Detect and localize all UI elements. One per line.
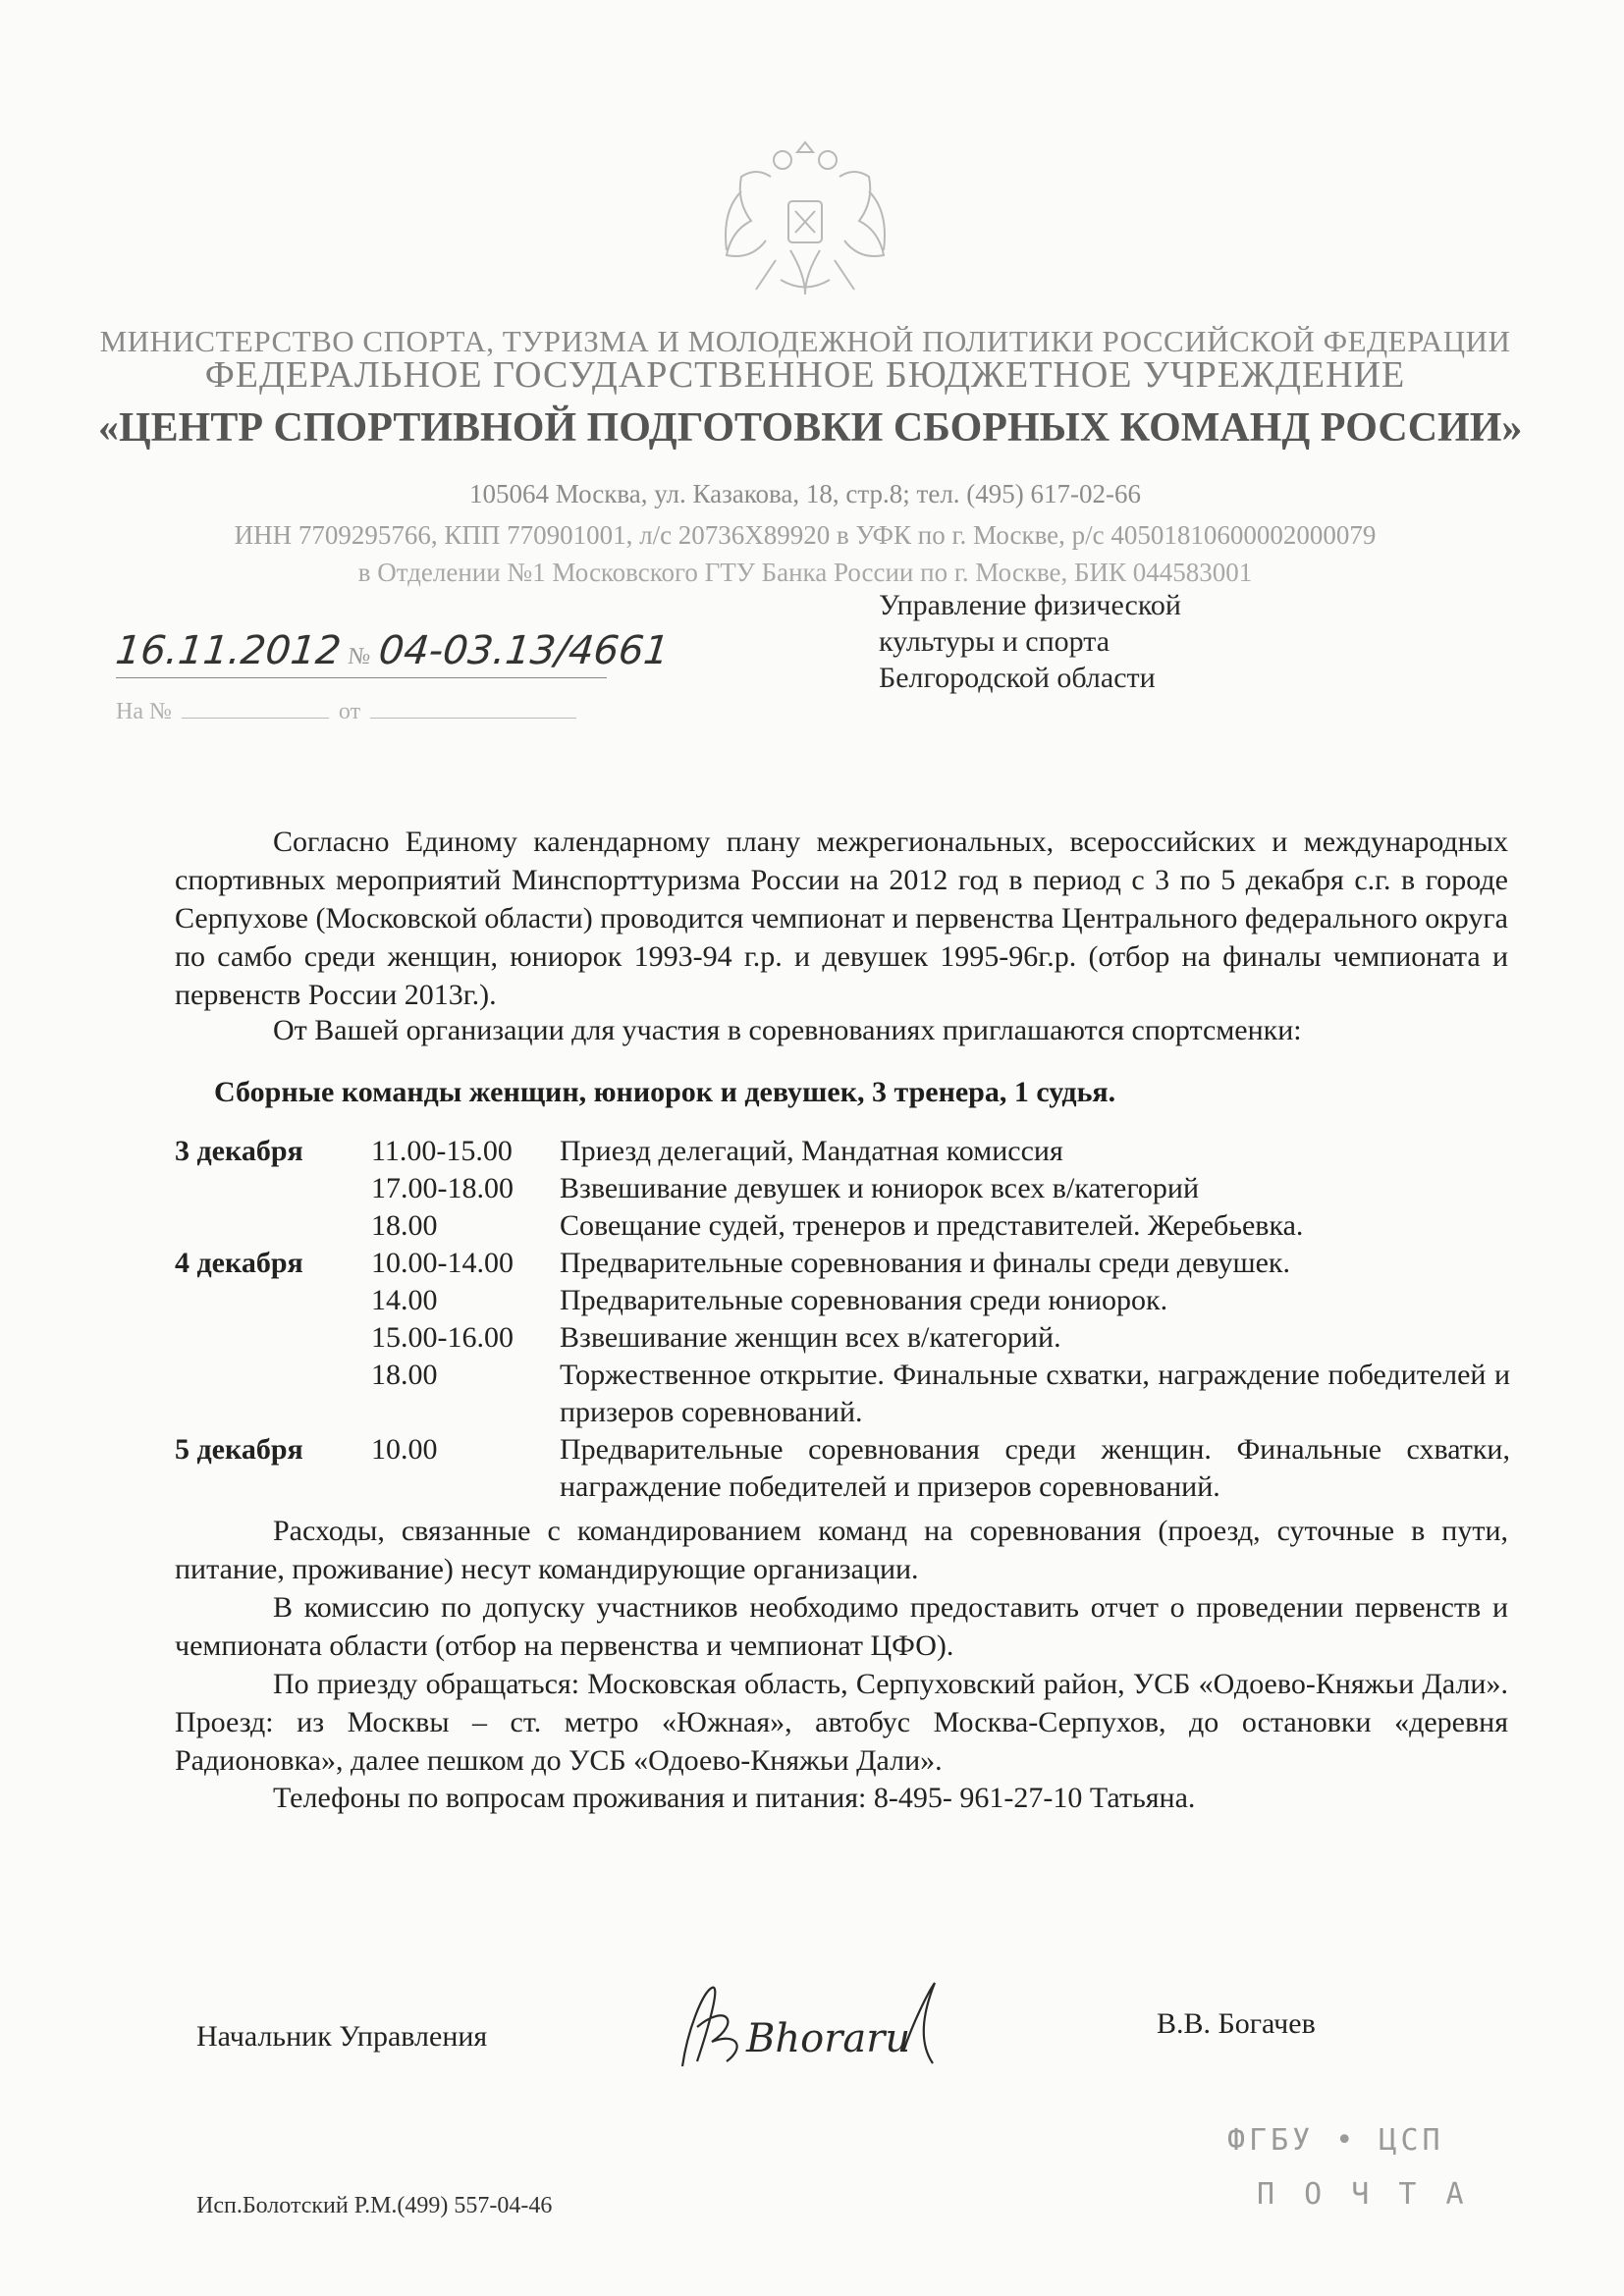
schedule-row bbox=[175, 1245, 1510, 1282]
schedule-row bbox=[175, 1431, 1510, 1506]
reply-date-blank bbox=[370, 718, 576, 719]
schedule-time: 14.00 bbox=[371, 1284, 438, 1316]
schedule-desc: Приезд делегаций, Мандатная комиссия bbox=[560, 1135, 1063, 1167]
schedule-day bbox=[175, 1207, 371, 1245]
schedule-row bbox=[175, 1133, 1510, 1170]
body-paragraph: Согласно Единому календарному плану межрегиональных, всероссийских и международных спортивных мероприятий Минспорттуризма России на 2012 год в период с 3 по 5 декабря с.г. в городе Серпухове (Московской области) проводится чемпионат и первенства Центрального федерального округа по самбо среди женщин, юниорок 1993-94 г.р. и девушек 1995-96г.р. (отбор на финалы чемпионата и первенств России 2013г.). bbox=[175, 826, 1508, 1011]
schedule-time: 10.00-14.00 bbox=[371, 1247, 514, 1279]
signatory-position: Начальник Управления bbox=[196, 2020, 488, 2053]
schedule-day bbox=[175, 1170, 371, 1207]
organization-type-header: ФЕДЕРАЛЬНОЕ ГОСУДАРСТВЕННОЕ БЮДЖЕТНОЕ УЧРЕЖДЕНИЕ bbox=[204, 354, 1406, 396]
recipient-line: Управление физической bbox=[879, 589, 1181, 621]
body-paragraph: По приезду обращаться: Московская область, Серпуховский район, УСБ «Одоево-Княжьи Дали». Проезд: из Москвы – ст. метро «Южная», автобус Москва-Серпухов, до остановки «деревня Радионовка», далее пешком до УСБ «Одоево-Княжьи Дали». bbox=[175, 1668, 1508, 1777]
ministry-header: МИНИСТЕРСТВО СПОРТА, ТУРИЗМА И МОЛОДЕЖНОЙ ПОЛИТИКИ РОССИЙСКОЙ ФЕДЕРАЦИИ bbox=[99, 324, 1511, 358]
schedule-time: 18.00 bbox=[371, 1209, 438, 1242]
teams-line: Сборные команды женщин, юниорок и девушек, 3 тренера, 1 судья. bbox=[214, 1076, 1116, 1108]
number-label: № bbox=[347, 644, 372, 669]
schedule-table bbox=[175, 1133, 1510, 1506]
schedule-row bbox=[175, 1319, 1510, 1357]
postal-stamp bbox=[1218, 2101, 1512, 2238]
organization-requisites: ИНН 7709295766, КПП 770901001, л/с 20736Х89920 в УФК по г. Москве, р/с 40501810600002000079 bbox=[234, 520, 1377, 550]
recipient-line: Белгородской области bbox=[879, 662, 1156, 694]
schedule-desc: Предварительные соревнования среди женщин. Финальные схватки, награждение победителей и призеров соревнований. bbox=[560, 1433, 1510, 1503]
outgoing-number: 04-03.13/4661 bbox=[376, 628, 672, 673]
schedule-time: 11.00-15.00 bbox=[371, 1135, 513, 1167]
schedule-time: 15.00-16.00 bbox=[371, 1321, 514, 1354]
reply-from-label: от bbox=[338, 699, 361, 724]
signatory-name: В.В. Богачев bbox=[1157, 2007, 1316, 2040]
organization-name-header: «ЦЕНТР СПОРТИВНОЙ ПОДГОТОВКИ СБОРНЫХ КОМАНД РОССИИ» bbox=[98, 405, 1523, 451]
organization-bank: в Отделении №1 Московского ГТУ Банка России по г. Москве, БИК 044583001 bbox=[357, 558, 1253, 587]
schedule-desc: Торжественное открытие. Финальные схватки, награждение победителей и призеров соревнований. bbox=[560, 1359, 1510, 1428]
schedule-row bbox=[175, 1282, 1510, 1319]
reply-label: На № bbox=[116, 699, 172, 724]
schedule-desc: Предварительные соревнования среди юниорок. bbox=[560, 1284, 1168, 1316]
stamp-line: П О Ч Т А bbox=[1257, 2177, 1470, 2212]
schedule-time: 10.00 bbox=[371, 1433, 438, 1466]
schedule-row bbox=[175, 1357, 1510, 1431]
registration-date: 16.11.2012 bbox=[113, 628, 344, 673]
schedule-desc: Предварительные соревнования и финалы среди девушек. bbox=[560, 1247, 1291, 1279]
schedule-day bbox=[175, 1357, 371, 1431]
body-paragraph: Расходы, связанные с командированием команд на соревнования (проезд, суточные в пути, питание, проживание) несут командирующие организации. bbox=[175, 1515, 1508, 1585]
schedule-day: 3 декабря bbox=[175, 1135, 303, 1167]
schedule-desc: Взвешивание женщин всех в/категорий. bbox=[560, 1321, 1061, 1354]
schedule-desc: Взвешивание девушек и юниорок всех в/категорий bbox=[560, 1172, 1200, 1204]
handwritten-signature bbox=[668, 1973, 952, 2081]
schedule-row bbox=[175, 1207, 1510, 1245]
coat-of-arms-emblem bbox=[712, 133, 898, 309]
executor-contact: Исп.Болотский Р.М.(499) 557-04-46 bbox=[196, 2193, 553, 2218]
schedule-day: 5 декабря bbox=[175, 1433, 303, 1466]
body-paragraph: Телефоны по вопросам проживания и питания: 8-495- 961-27-10 Татьяна. bbox=[273, 1782, 1196, 1814]
registration-number bbox=[114, 628, 672, 673]
stamp-line: ФГБУ • ЦСП bbox=[1227, 2123, 1444, 2158]
schedule-time: 18.00 bbox=[371, 1359, 438, 1391]
body-paragraph: От Вашей организации для участия в соревнованиях приглашаются спортсменки: bbox=[273, 1014, 1302, 1046]
schedule-row bbox=[175, 1170, 1510, 1207]
schedule-day: 4 декабря bbox=[175, 1247, 303, 1279]
recipient-line: культуры и спорта bbox=[879, 625, 1110, 658]
schedule-time: 17.00-18.00 bbox=[371, 1172, 514, 1204]
reply-number-blank bbox=[182, 718, 329, 719]
schedule-day bbox=[175, 1282, 371, 1319]
signature-text: Bhoraru bbox=[746, 2016, 911, 2061]
body-paragraph: В комиссию по допуску участников необходимо предоставить отчет о проведении первенств и чемпионата области (отбор на первенства и чемпионат ЦФО). bbox=[175, 1591, 1508, 1662]
registration-underline bbox=[116, 677, 607, 678]
reply-reference bbox=[116, 699, 576, 725]
schedule-day bbox=[175, 1319, 371, 1357]
schedule-desc: Совещание судей, тренеров и представителей. Жеребьевка. bbox=[560, 1209, 1304, 1242]
organization-address: 105064 Москва, ул. Казакова, 18, стр.8; тел. (495) 617-02-66 bbox=[468, 479, 1142, 508]
recipient-block bbox=[879, 587, 1181, 696]
